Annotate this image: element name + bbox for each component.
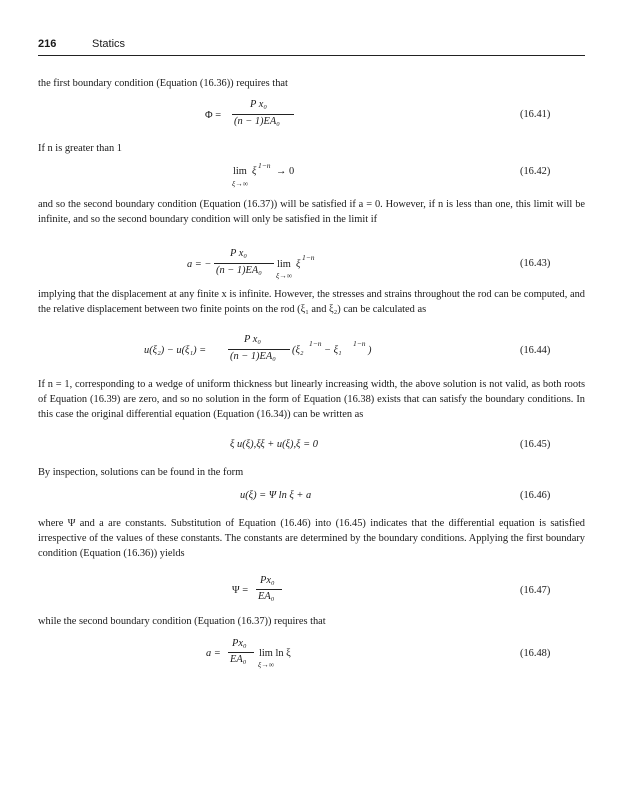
eq41-denominator: (n − 1)EA₀ xyxy=(234,116,280,127)
eq44-rhs-open: (ξ₂ xyxy=(292,345,304,356)
eq48-lhs: a = xyxy=(206,648,221,659)
eq43-number: (16.43) xyxy=(520,258,551,269)
eq41-numerator: P x₀ xyxy=(250,99,267,110)
eq42-exponent: 1−n xyxy=(258,161,271,170)
eq48-denominator: EA₀ xyxy=(230,654,247,665)
paragraph-5: If n = 1, corresponding to a wedge of uniform thickness but linearly increasing width, the above solution is not valid, as both roots of Equation (16.39) are zero, and so no solution in the form of Equation (16.38) exists that can satisfy the boundary conditions. In this case the original differential equation (Equation (16.34)) can be written as xyxy=(38,379,585,421)
eq43-lim: lim xyxy=(277,259,291,270)
eq48-lim: lim ln ξ xyxy=(259,648,291,659)
eq43-limit-subscript: ξ→∞ xyxy=(276,271,293,280)
eq41-number: (16.41) xyxy=(520,109,551,120)
eq46-number: (16.46) xyxy=(520,490,551,501)
eq42-lim: lim xyxy=(233,166,247,177)
eq43-base: ξ xyxy=(296,259,301,270)
eq47-fraction-bar xyxy=(256,589,282,590)
eq44-fraction-bar xyxy=(228,349,290,350)
eq47-denominator: EA₀ xyxy=(258,591,275,602)
eq43-fraction-bar xyxy=(214,263,274,264)
eq41-fraction-bar xyxy=(232,114,294,115)
eq42-limit-subscript: ξ→∞ xyxy=(232,179,249,188)
eq48-limit-subscript: ξ→∞ xyxy=(258,660,275,669)
eq44-lhs: u(ξ₂) − u(ξ₁) = xyxy=(144,345,207,356)
eq44-numerator: P x₀ xyxy=(244,334,261,345)
paragraph-3: and so the second boundary condition (Equation (16.37)) will be satisfied if a = 0. However, if n is less than one, this limit will be infinite, and so the second boundary condition will only be satisfied in the limit if xyxy=(38,199,585,226)
page-number: 216 xyxy=(38,38,57,50)
eq43-numerator: P x₀ xyxy=(230,248,247,259)
running-title: Statics xyxy=(92,38,126,50)
eq47-numerator: Px₀ xyxy=(260,575,275,586)
paragraph-8: while the second boundary condition (Equation (16.37)) requires that xyxy=(38,616,326,627)
eq48-fraction-bar xyxy=(228,652,254,653)
paragraph-1: the first boundary condition (Equation (16.36)) requires that xyxy=(38,78,288,89)
eq46-expression: u(ξ) = Ψ ln ξ + a xyxy=(240,490,312,501)
paragraph-2: If n is greater than 1 xyxy=(38,143,122,154)
paragraph-6: By inspection, solutions can be found in the form xyxy=(38,467,244,478)
paragraph-4: implying that the displacement at any finite x is infinite. However, the stresses and strains throughout the rod can be computed, and the relative displacement between two finite points on the rod (ξ₁ and ξ₂) can be calculated as xyxy=(38,289,585,316)
eq45-number: (16.45) xyxy=(520,439,551,450)
eq47-number: (16.47) xyxy=(520,585,551,596)
eq44-exponent-2: 1−n xyxy=(353,339,366,348)
eq42-base: ξ xyxy=(252,166,257,177)
eq44-rhs-middle: − ξ₁ xyxy=(324,345,342,356)
paragraph-7: where Ψ and a are constants. Substitution of Equation (16.46) into (16.45) indicates that the differential equation is satisfied irrespective of the values of these constants. The constants are determined by the boundary conditions. Applying the first boundary condition (Equation (16.36)) yields xyxy=(38,518,585,560)
eq47-lhs: Ψ = xyxy=(232,585,249,596)
eq44-exponent-1: 1−n xyxy=(309,339,322,348)
eq41-lhs: Φ = xyxy=(205,110,222,121)
eq48-number: (16.48) xyxy=(520,648,551,659)
eq42-rhs: → 0 xyxy=(276,166,295,177)
eq44-denominator: (n − 1)EA₀ xyxy=(230,351,276,362)
eq45-expression: ξ u(ξ),ξξ + u(ξ),ξ = 0 xyxy=(230,439,318,450)
eq44-number: (16.44) xyxy=(520,345,551,356)
header-rule xyxy=(38,55,585,56)
eq44-rhs-close: ) xyxy=(368,345,372,356)
eq43-lhs: a = − xyxy=(187,259,212,270)
eq42-number: (16.42) xyxy=(520,166,551,177)
eq43-exponent: 1−n xyxy=(302,253,315,262)
eq43-denominator: (n − 1)EA₀ xyxy=(216,265,262,276)
eq48-numerator: Px₀ xyxy=(232,638,247,649)
